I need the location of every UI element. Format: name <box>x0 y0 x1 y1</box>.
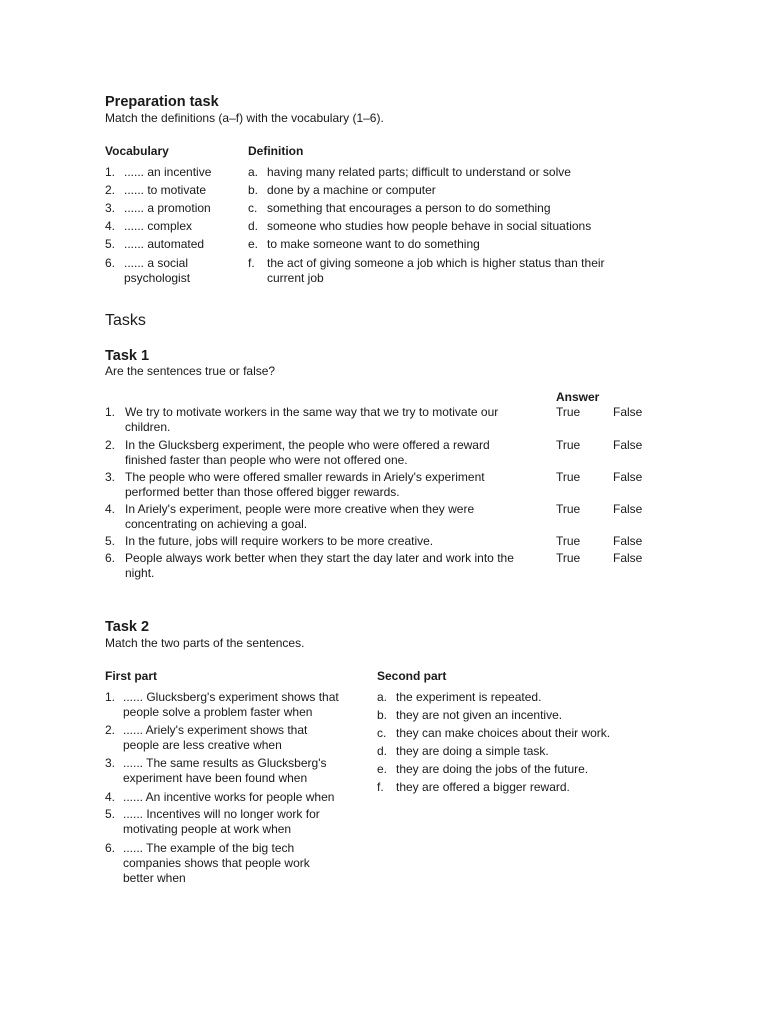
second-part-text: they are not given an incentive. <box>396 708 563 722</box>
vocab-text: ...... a social psychologist <box>124 256 191 285</box>
tasks-heading: Tasks <box>105 312 146 329</box>
second-part-header: Second part <box>377 669 447 683</box>
second-part-letter: f. <box>377 780 384 794</box>
vocab-number: 1. <box>105 165 116 179</box>
task1-number: 1. <box>105 405 116 419</box>
task1-number: 3. <box>105 470 116 484</box>
definition-text: something that encourages a person to do something <box>267 201 551 215</box>
true-option[interactable]: True <box>556 502 581 516</box>
second-part-text: they are doing a simple task. <box>396 744 549 758</box>
false-option[interactable]: False <box>613 551 643 565</box>
task1-sentence: In the future, jobs will require workers to be more creative. <box>125 534 434 548</box>
task2-title: Task 2 <box>105 619 150 635</box>
false-option[interactable]: False <box>613 502 643 516</box>
task1-sentence: In Ariely's experiment, people were more creative when they were concentrating on achieving a goal. <box>125 502 475 531</box>
first-part-text: ...... The same results as Glucksberg's experiment have been found when <box>123 756 327 785</box>
task1-number: 2. <box>105 438 116 452</box>
true-option[interactable]: True <box>556 551 581 565</box>
true-option[interactable]: True <box>556 534 581 548</box>
task1-instruction: Are the sentences true or false? <box>105 364 276 378</box>
definition-text: the act of giving someone a job which is higher status than their current job <box>267 256 605 285</box>
first-part-number: 1. <box>105 690 116 704</box>
task1-number: 6. <box>105 551 116 565</box>
vocab-text: ...... complex <box>124 219 193 233</box>
task1-sentence: People always work better when they start the day later and work into the night. <box>125 551 514 580</box>
definition-text: having many related parts; difficult to understand or solve <box>267 165 571 179</box>
first-part-number: 4. <box>105 790 116 804</box>
first-part-text: ...... Incentives will no longer work for motivating people at work when <box>123 807 320 836</box>
answer-header: Answer <box>556 390 600 404</box>
first-part-header: First part <box>105 669 158 683</box>
task1-sentence: In the Glucksberg experiment, the people who were offered a reward finished faster than people who were not offered one. <box>125 438 490 467</box>
task1-title: Task 1 <box>105 348 150 364</box>
preparation-instruction: Match the definitions (a–f) with the vocabulary (1–6). <box>105 111 384 125</box>
first-part-text: ...... Ariely's experiment shows that people are less creative when <box>123 723 308 752</box>
false-option[interactable]: False <box>613 470 643 484</box>
first-part-text: ...... The example of the big tech companies shows that people work better when <box>123 841 310 885</box>
second-part-text: they are doing the jobs of the future. <box>396 762 589 776</box>
first-part-text: ...... An incentive works for people when <box>123 790 335 804</box>
first-part-text: ...... Glucksberg's experiment shows that people solve a problem faster when <box>123 690 339 719</box>
task1-number: 5. <box>105 534 116 548</box>
definition-text: done by a machine or computer <box>267 183 436 197</box>
vocab-text: ...... an incentive <box>124 165 212 179</box>
task1-number: 4. <box>105 502 116 516</box>
second-part-text: they are offered a bigger reward. <box>396 780 570 794</box>
second-part-letter: b. <box>377 708 388 722</box>
vocab-number: 6. <box>105 256 116 270</box>
true-option[interactable]: True <box>556 438 581 452</box>
task1-sentence: We try to motivate workers in the same way that we try to motivate our children. <box>125 405 499 434</box>
vocab-text: ...... automated <box>124 237 205 251</box>
definition-letter: d. <box>248 219 259 233</box>
second-part-letter: c. <box>377 726 387 740</box>
definition-letter: f. <box>248 256 255 270</box>
false-option[interactable]: False <box>613 405 643 419</box>
true-option[interactable]: True <box>556 470 581 484</box>
vocab-text: ...... to motivate <box>124 183 207 197</box>
vocab-text: ...... a promotion <box>124 201 211 215</box>
definition-text: to make someone want to do something <box>267 237 480 251</box>
vocab-number: 2. <box>105 183 116 197</box>
vocab-number: 4. <box>105 219 116 233</box>
second-part-letter: a. <box>377 690 388 704</box>
task1-sentence: The people who were offered smaller rewards in Ariely's experiment performed better than those offered bigger rewards. <box>125 470 485 499</box>
definition-letter: e. <box>248 237 259 251</box>
vocab-number: 3. <box>105 201 116 215</box>
definition-letter: c. <box>248 201 258 215</box>
false-option[interactable]: False <box>613 534 643 548</box>
task2-instruction: Match the two parts of the sentences. <box>105 636 305 650</box>
definition-text: someone who studies how people behave in social situations <box>267 219 592 233</box>
vocab-number: 5. <box>105 237 116 251</box>
definition-letter: a. <box>248 165 259 179</box>
false-option[interactable]: False <box>613 438 643 452</box>
second-part-letter: e. <box>377 762 388 776</box>
vocabulary-header: Vocabulary <box>105 144 169 158</box>
definition-letter: b. <box>248 183 259 197</box>
first-part-number: 5. <box>105 807 116 821</box>
true-option[interactable]: True <box>556 405 581 419</box>
second-part-text: the experiment is repeated. <box>396 690 542 704</box>
second-part-letter: d. <box>377 744 388 758</box>
preparation-title: Preparation task <box>105 94 219 110</box>
definition-header: Definition <box>248 144 304 158</box>
second-part-text: they can make choices about their work. <box>396 726 611 740</box>
first-part-number: 6. <box>105 841 116 855</box>
first-part-number: 2. <box>105 723 116 737</box>
first-part-number: 3. <box>105 756 116 770</box>
